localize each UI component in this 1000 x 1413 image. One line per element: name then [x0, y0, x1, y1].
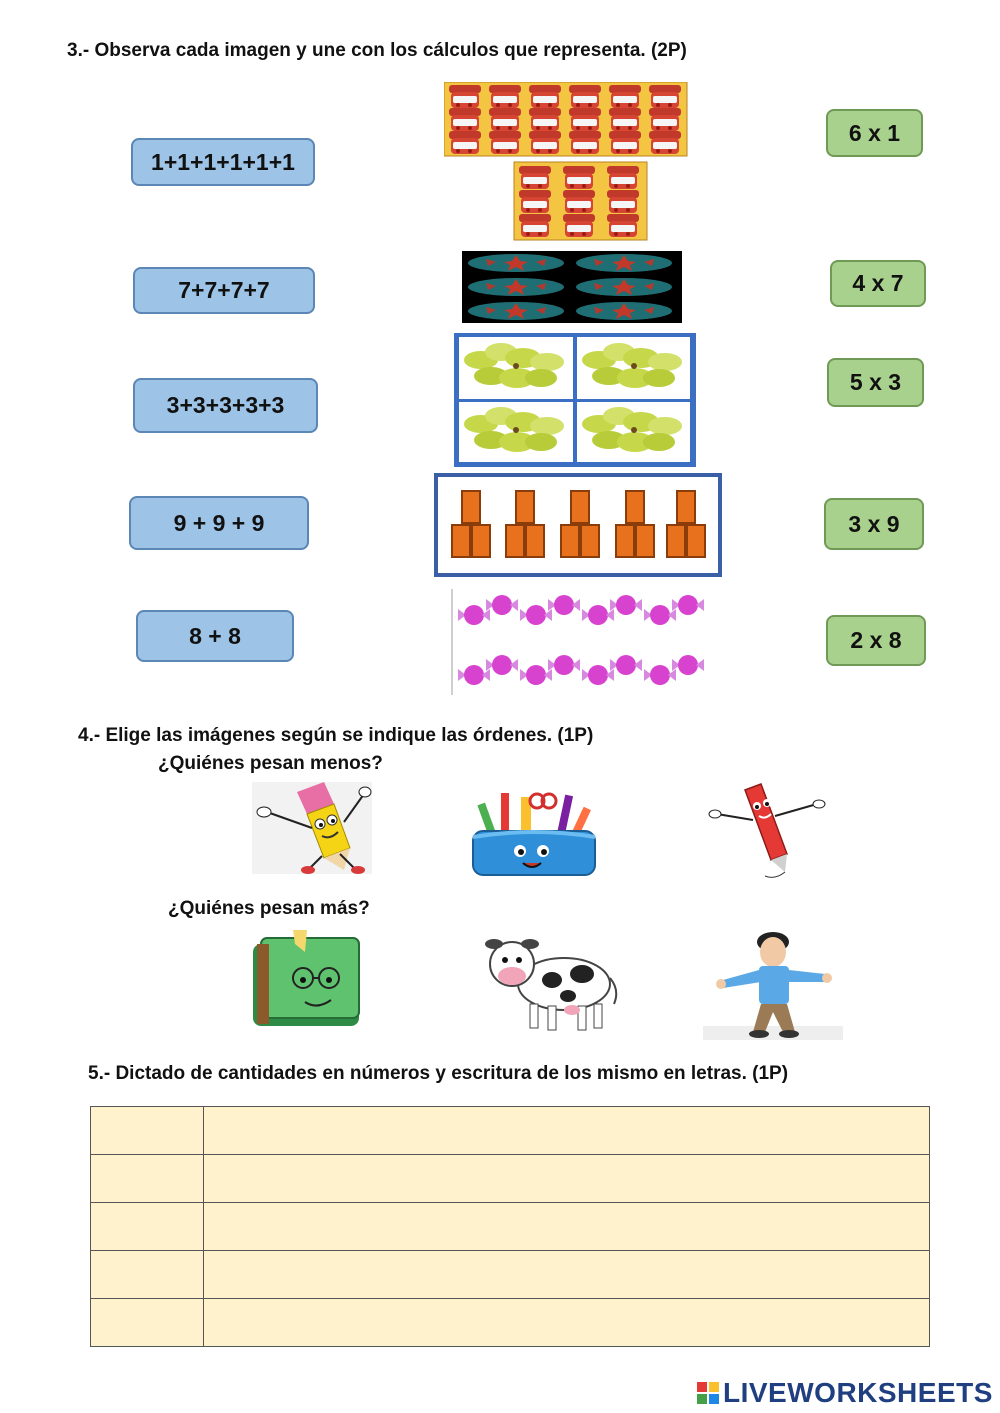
red-pen-character-picture[interactable] — [705, 780, 829, 882]
sum-box-5[interactable]: 8 + 8 — [136, 610, 294, 662]
section3-title: 3.- Observa cada imagen y une con los cálculos que representa. (2P) — [67, 40, 687, 61]
words-cell[interactable] — [204, 1155, 930, 1203]
brand-name: LIVEWORKSHEETS — [723, 1377, 993, 1408]
book-character-picture[interactable] — [243, 930, 371, 1030]
jam-jars-picture — [444, 82, 689, 242]
product-box-2[interactable]: 4 x 7 — [830, 260, 926, 307]
number-cell[interactable] — [91, 1155, 204, 1203]
pencil-character-picture[interactable] — [252, 782, 372, 874]
man-picture[interactable] — [703, 930, 843, 1040]
words-cell[interactable] — [204, 1107, 930, 1155]
words-cell[interactable] — [204, 1203, 930, 1251]
table-row — [91, 1203, 930, 1251]
sum-box-1[interactable]: 1+1+1+1+1+1 — [131, 138, 315, 186]
red-stars-picture — [462, 251, 682, 323]
sum-box-4[interactable]: 9 + 9 + 9 — [129, 496, 309, 550]
number-cell[interactable] — [91, 1251, 204, 1299]
number-cell[interactable] — [91, 1299, 204, 1347]
product-box-3[interactable]: 5 x 3 — [827, 358, 924, 407]
liveworksheets-logo-icon — [697, 1382, 719, 1404]
product-box-1[interactable]: 6 x 1 — [826, 109, 923, 157]
product-box-5[interactable]: 2 x 8 — [826, 615, 926, 666]
cow-picture[interactable] — [472, 930, 620, 1034]
grapes-picture — [453, 332, 697, 468]
sum-box-3[interactable]: 3+3+3+3+3 — [133, 378, 318, 433]
sum-box-2[interactable]: 7+7+7+7 — [133, 267, 315, 314]
table-row — [91, 1251, 930, 1299]
words-cell[interactable] — [204, 1299, 930, 1347]
question-weigh-more: ¿Quiénes pesan más? — [168, 898, 370, 919]
question-weigh-less: ¿Quiénes pesan menos? — [158, 753, 383, 774]
section4-title: 4.- Elige las imágenes según se indique las órdenes. (1P) — [78, 725, 594, 746]
orange-blocks-picture — [434, 473, 722, 577]
pencil-case-picture[interactable] — [465, 787, 603, 877]
table-row — [91, 1299, 930, 1347]
product-box-4[interactable]: 3 x 9 — [824, 498, 924, 550]
table-row — [91, 1155, 930, 1203]
section5-title: 5.- Dictado de cantidades en números y escritura de los mismo en letras. (1P) — [88, 1063, 789, 1084]
number-cell[interactable] — [91, 1107, 204, 1155]
pink-candies-picture — [450, 589, 712, 695]
words-cell[interactable] — [204, 1251, 930, 1299]
table-row — [91, 1107, 930, 1155]
number-cell[interactable] — [91, 1203, 204, 1251]
dictation-table — [90, 1106, 930, 1347]
liveworksheets-brand — [697, 1377, 993, 1409]
